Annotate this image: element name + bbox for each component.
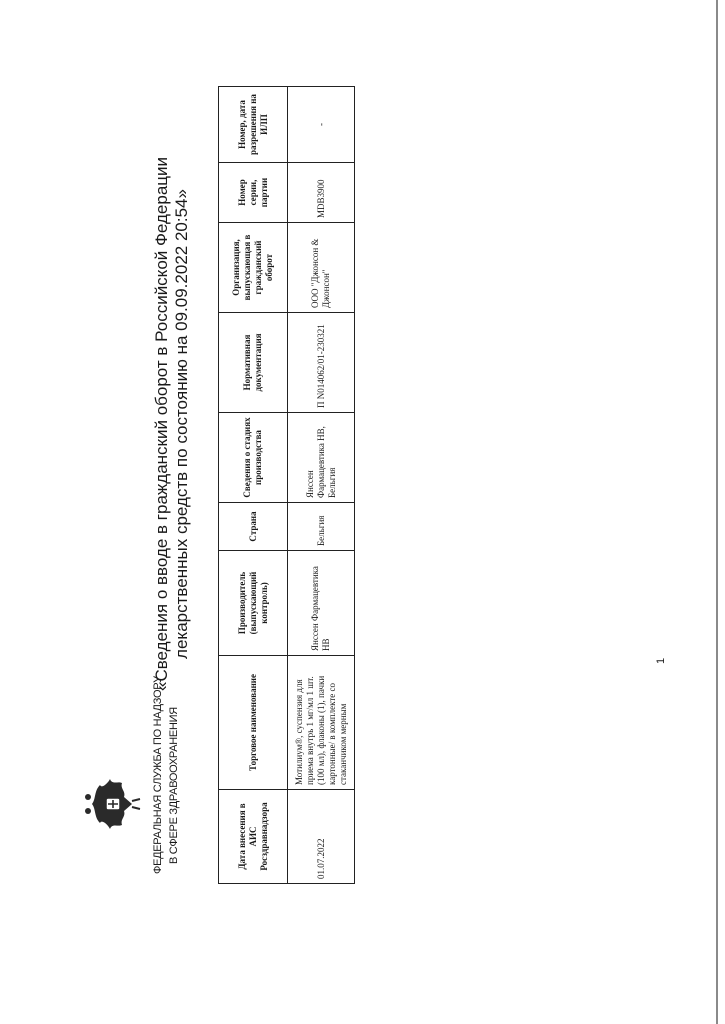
column-header: Номер серии, партии xyxy=(219,163,288,223)
cell-batch: MDB3900 xyxy=(288,163,355,223)
title-line-1: «Сведения о вводе в гражданский оборот в Российской Федерации xyxy=(152,156,171,692)
column-header: Производитель (выпускающий контроль) xyxy=(219,551,288,656)
column-header: Дата внесения в АИС Росздравнадзора xyxy=(219,790,288,884)
scan-edge-line xyxy=(716,0,718,1024)
column-header: Номер, дата разрешения на ИЛП xyxy=(219,87,288,163)
page-number: 1 xyxy=(655,657,667,664)
cell-manufacturer: Янссен Фармацевтика НВ xyxy=(288,551,355,656)
cell-regulatory-doc: П N014062/01-230321 xyxy=(288,313,355,413)
column-header: Организация, выпускающая в гражданский оборот xyxy=(219,223,288,313)
title-line-2: лекарственных средств по состоянию на 09.09.2022 20:54» xyxy=(172,189,191,659)
column-header: Торговое наименование xyxy=(219,656,288,790)
cell-production-stages: Янссен Фармацевтика НВ, Бельгия xyxy=(288,413,355,503)
document-title xyxy=(152,124,192,724)
table-row xyxy=(288,87,355,884)
eagle-emblem-icon xyxy=(78,769,148,839)
org-name-line-2: В СФЕРЕ ЗДРАВООХРАНЕНИЯ xyxy=(168,707,180,864)
column-header: Нормативная документация xyxy=(219,313,288,413)
org-name-line-1: ФЕДЕРАЛЬНАЯ СЛУЖБА ПО НАДЗОРУ xyxy=(152,676,164,874)
cell-trade-name: Мотилиум®, суспензия для приема внутрь 1 мг/мл 1 шт. (100 мл), флаконы (1), пачки картонные/ в комплекте со стаканчиком мерным xyxy=(288,656,355,790)
cell-date: 01.07.2022 xyxy=(288,790,355,884)
drug-registry-table xyxy=(218,86,355,884)
column-header: Сведения о стадиях производства xyxy=(219,413,288,503)
cell-organization: ООО "Джонсон & Джонсон" xyxy=(288,223,355,313)
table-header-row xyxy=(219,87,288,884)
column-header: Страна xyxy=(219,503,288,551)
cell-country: Бельгия xyxy=(288,503,355,551)
cell-permit: - xyxy=(288,87,355,163)
